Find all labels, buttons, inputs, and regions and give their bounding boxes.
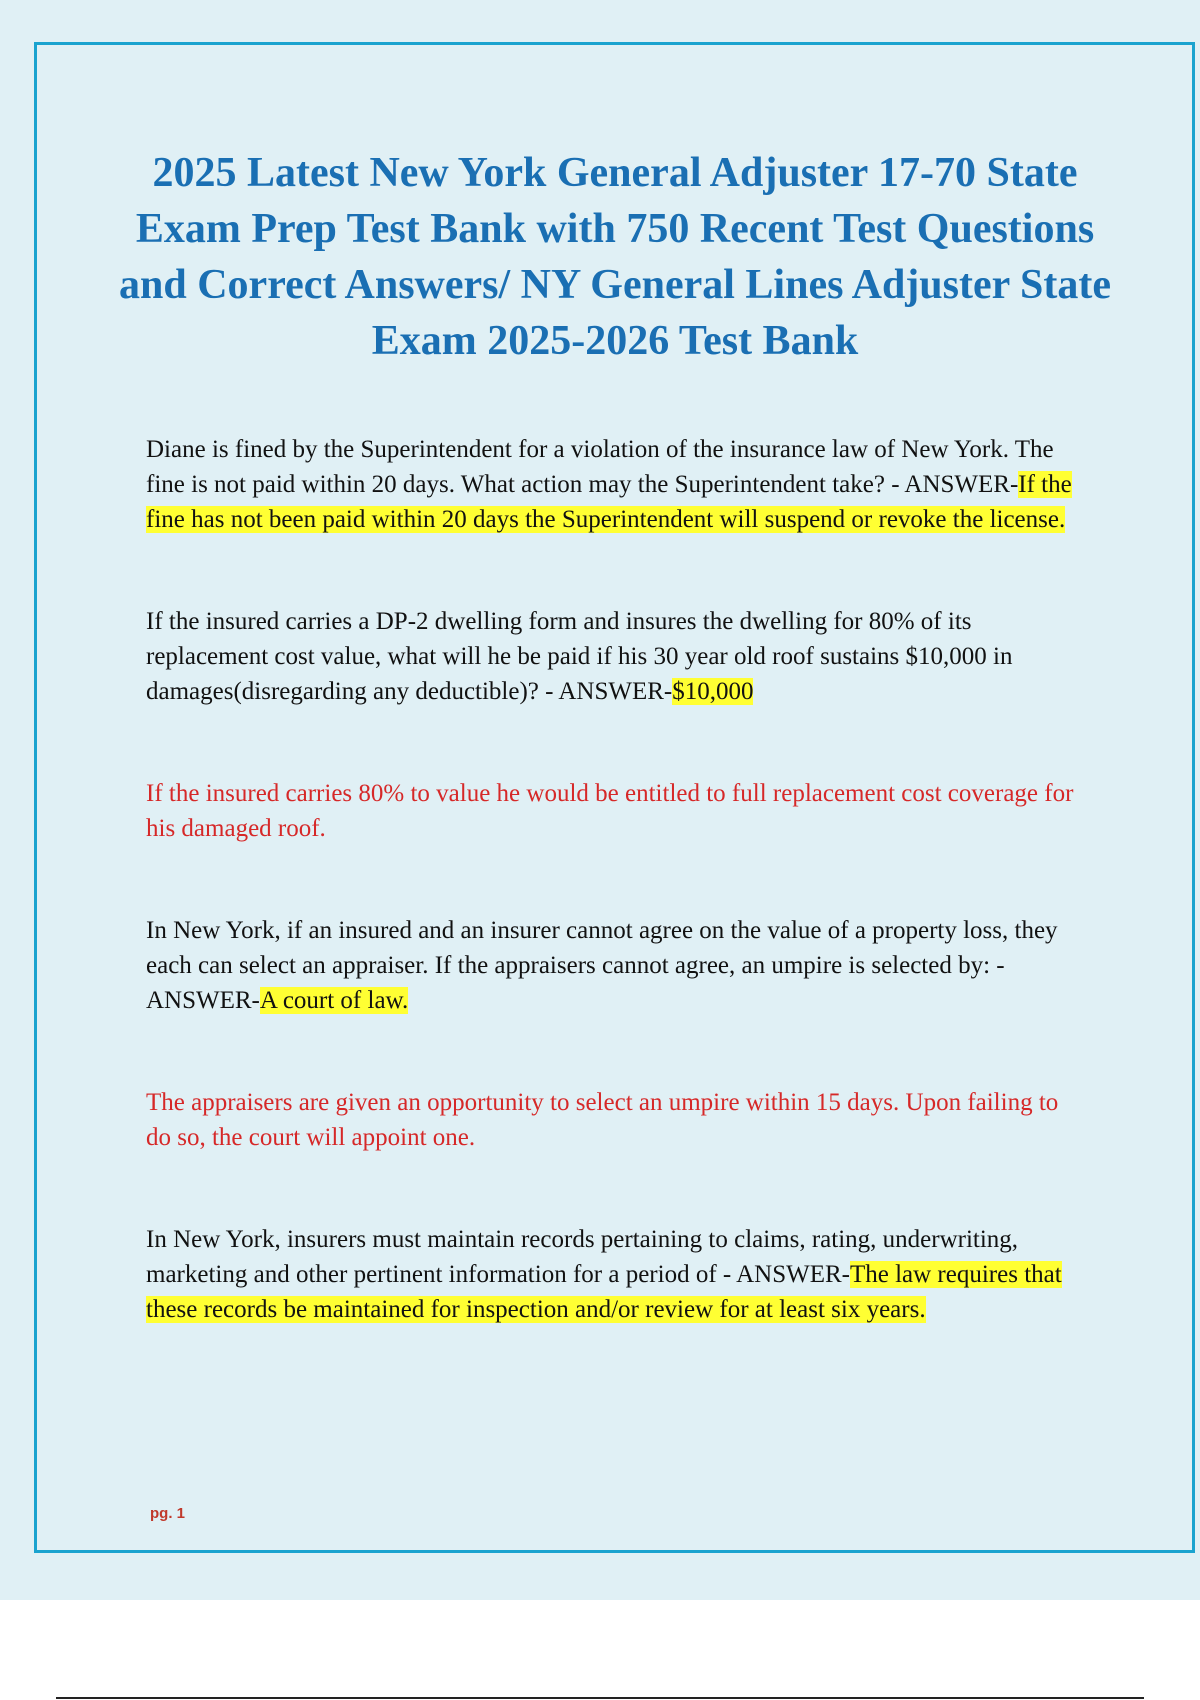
question-1 [146, 432, 1086, 537]
question-4 [146, 1222, 1086, 1327]
answer-4-highlight: The law requires that these records be maintained for inspection and/or review for at least six years. [146, 1261, 1062, 1323]
answer-2-highlight: $10,000 [672, 678, 754, 705]
page-number: pg. 1 [150, 1505, 186, 1522]
answer-1-highlight: If the fine has not been paid within 20 days the Superintendent will suspend or revoke the license. [146, 471, 1072, 533]
answer-3-highlight: A court of law. [259, 987, 409, 1014]
qa-content [146, 432, 1086, 1327]
question-3 [146, 913, 1086, 1018]
explanation-3: The appraisers are given an opportunity to select an umpire within 15 days. Upon failing to do so, the court will appoint one. [146, 1089, 1059, 1151]
question-2-text: If the insured carries a DP-2 dwelling form and insures the dwelling for 80% of its replacement cost value, what will he be paid if his 30 year old roof sustains $10,000 in damages(disregarding any deductible)? - ANSWER- [146, 608, 1013, 705]
question-1-text: Diane is fined by the Superintendent for a violation of the insurance law of New York. The fine is not paid within 20 days. What action may the Superintendent take? - ANSWER- [146, 436, 1054, 498]
question-2 [146, 604, 1086, 709]
explanation-2: If the insured carries 80% to value he would be entitled to full replacement cost coverage for his damaged roof. [146, 780, 1074, 842]
question-3-text: In New York, if an insured and an insurer cannot agree on the value of a property loss, they each can select an appraiser. If the appraisers cannot agree, an umpire is selected by: - ANSWER- [146, 917, 1058, 1014]
document-title: 2025 Latest New York General Adjuster 17-70 State Exam Prep Test Bank with 750 Recent Test Questions and Correct Answers/ NY General Lines Adjuster State Exam 2025-2026 Test Bank [119, 150, 1111, 364]
footer-divider [56, 1697, 1144, 1699]
question-4-text: In New York, insurers must maintain records pertaining to claims, rating, underwriting, marketing and other pertinent information for a period of - ANSWER- [146, 1226, 1019, 1288]
